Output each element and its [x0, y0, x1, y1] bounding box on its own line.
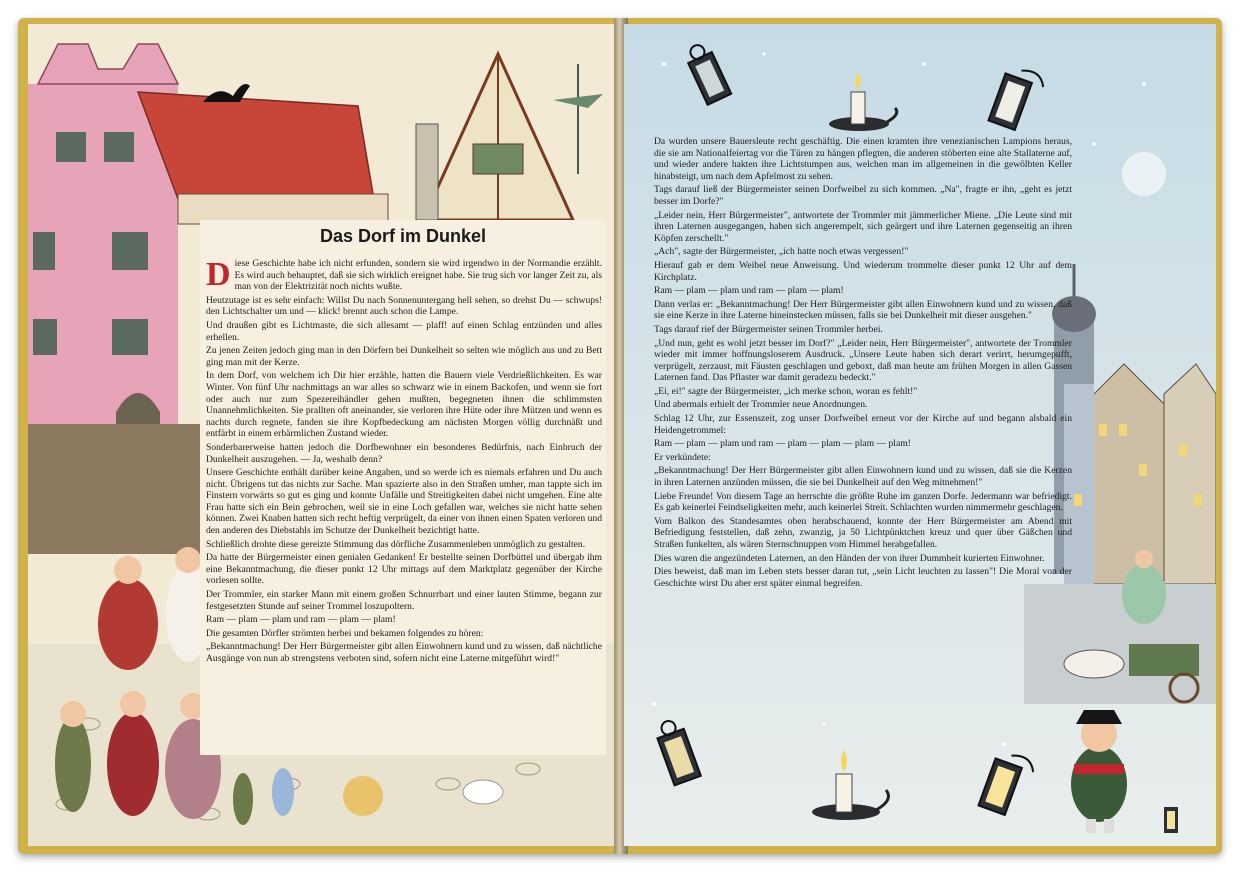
paragraph: Hierauf gab er dem Weibel neue Anweisung. Und wiederum trommelte dieser punkt 12 Uhr auf dem Kirchplatz. — [654, 259, 1072, 283]
paragraph: Ram — plam — plam und ram — plam — plam! — [654, 285, 844, 297]
left-page — [28, 24, 618, 846]
paragraph: Schlag 12 Uhr, zur Essenszeit, zog unser Dorfweibel erneut vor der Kirche auf und begann alsbald ein Heidengetrommel: — [654, 413, 1072, 436]
paragraph: „Bekanntmachung! Der Herr Bürgermeister gibt allen Einwohnern kund und zu wissen, daß nächtliche Ausgänge von nun ab strengstens verboten sind, sofern nicht eine Laterne mitgeführt wird!" — [206, 641, 602, 664]
window — [104, 132, 134, 162]
paragraph: iese Geschichte habe ich nicht erfunden, sondern sie wird irgendwo in der Normandie erzählt. Es wird auch behauptet, daß sie sich wirklich ereignet habe. Sie trug sich vor langer Zeit zu, als man von der Elektrizität noch nichts wußte. — [234, 258, 602, 293]
window — [473, 144, 523, 174]
window — [112, 232, 148, 270]
right-column-text — [654, 136, 1072, 591]
red-tile-roof — [138, 92, 373, 199]
paragraph: Schließlich drohte diese gereizte Stimmung das dörfliche Zusammenleben unmöglich zu gestalten. — [206, 538, 586, 550]
paragraph: Sonderbarerweise hatten jedoch die Dorfbewohner ein besonderes Bedürfnis, nach Einbruch der Dunkelheit auszugehen. — Ja, weshalb denn? — [206, 441, 602, 465]
window — [33, 319, 57, 355]
paragraph: Vom Balkon des Standesamtes oben herabschauend, konnte der Herr Bürgermeister am Abend mit Befriedigung feststellen, daß zehn, zwanzig, ja 50 Lichtpünktchen kreuz und quer über Gäßchen und Straßen funkelten, als wären Sternschnuppen vom Himmel herabgefallen. — [654, 515, 1072, 550]
right-page — [624, 24, 1216, 846]
paragraph: Die gesamten Dörfler strömten herbei und bekamen folgendes zu hören: — [206, 627, 484, 639]
paragraph: Dann verlas er: „Bekanntmachung! Der Herr Bürgermeister gibt allen Einwohnern kund und zu wissen, daß sie eine Kerze in ihre Laterne hineinstecken müssen, falls sie bei Dunkelheit mit dieser ausgehen." — [654, 298, 1072, 322]
open-book — [18, 18, 1222, 854]
paragraph: Zu jenen Zeiten jedoch ging man in den Dörfern bei Dunkelheit so selten wie möglich aus und zu Bett ging man mit der Kerze. — [206, 345, 602, 368]
window — [112, 319, 148, 355]
paragraph: Liebe Freunde! Von diesem Tage an herrschte die größte Ruhe im ganzen Dorfe. Jedermann war befriedigt. Es gab keinerlei Feindseligkeiten mehr, auch keinerlei Streit. Schlachten wurden nimmermehr geschlagen. — [654, 490, 1072, 514]
paragraph: Ram — plam — plam und ram — plam — plam! — [206, 614, 396, 626]
moon — [1122, 152, 1166, 196]
story-text-block — [200, 220, 606, 755]
drop-cap-initial: D — [206, 256, 231, 293]
paragraph: „Leider nein, Herr Bürgermeister", antwortete der Trommler mit jämmerlicher Miene. „Die Leute sind mit ihren Laternen ausgegangen, haben sich angerempelt, sich geärgert und ihre Laternen gegenseitig an ihren Köpfen zerschellt." — [654, 209, 1072, 244]
chimney — [416, 124, 438, 220]
paragraph: Da wurden unsere Bauersleute recht geschäftig. Die einen kramten ihre venezianischen Lampions heraus, die sie am Nationalfeiertag vor die Türen zu hängen pflegten, die anderen stöberten eine alte Stallaterne auf, und wieder andere hakten ihre Lichtstumpen aus, welchen man im allgemeinen in die gewölbten Keller hinabsteigt, um nach dem Apfelmost zu sehen. — [654, 136, 1072, 182]
pink-house-gable — [38, 44, 178, 84]
paragraph: Und abermals erhielt der Trommler neue Anordnungen. — [654, 399, 868, 411]
paragraph: Und draußen gibt es Lichtmaste, die sich allesamt — plaff! auf einen Schlag entzünden und alles erhellen. — [206, 319, 602, 343]
left-column-text — [206, 258, 602, 667]
paragraph: Ram — plam — plam und ram — plam — plam — plam — plam! — [654, 438, 911, 450]
paragraph: Er verkündete: — [654, 451, 711, 463]
paragraph: Da hatte der Bürgermeister einen genialen Gedanken! Er bestellte seinen Dorfbüttel und übergab ihm eine Bekanntmachung, die dieser punkt 12 Uhr mittags auf dem Marktplatz gegenüber der Kirche vorlesen sollte. — [206, 552, 602, 587]
paragraph: „Ei, ei!" sagte der Bürgermeister, „ich merke schon, woran es fehlt!" — [654, 385, 918, 397]
paragraph: Tags darauf rief der Bürgermeister seinen Trommler herbei. — [654, 323, 883, 335]
paragraph: „Bekanntmachung! Der Herr Bürgermeister gibt allen Einwohnern kund und zu wissen, daß sie die Kerzen in ihren Laternen anzünden müssen, die sie bei Dunkelheit auf den Weg mitnehmen!" — [654, 465, 1072, 489]
paragraph: Dies beweist, daß man im Leben stets besser daran tut, „sein Licht leuchten zu lassen"! Die Moral von der Geschichte wirst Du aber erst später einmal begreifen. — [654, 566, 1072, 589]
paragraph: „Und nun, geht es wohl jetzt besser im Dorf?" „Leider nein, Herr Bürgermeister", antwortete der Trommler wieder mit immer hoffnungsloserem Ausdruck. „Unsere Leute haben sich derart verirrt, herumgepufft, verprügelt, zerzaust, mit Fäusten geschlagen und geboxt, daß man heute am frühen Morgen in allen Gassen Laternen fand. Das Pflaster war damit geradezu bedeckt." — [654, 337, 1072, 384]
paragraph: Heutzutage ist es sehr einfach: Willst Du nach Sonnenuntergang hell sehen, so drehst Du — schwups! den Lichtschalter um und — klick! brennt auch schon die Lampe. — [206, 294, 602, 318]
paragraph: In dem Dorf, von welchem ich Dir hier erzähle, hatten die Bauern viele Verdrießlichkeiten. Es war Winter. Von fünf Uhr nachmittags an war alles so schwarz wie in einem Backofen, und wenn sie fort oder auch nur zum Spezereihändler gehen mußten, begegneten ihnen die schlimmsten Unannehmlichkeiten. Sie prallten oft aneinander, sie verloren ihre Hüte oder ihre Mützen und wenn es nachts durch regnete, fanden sie ihre Kopfbedeckung am nächsten Morgen völlig durchnäßt und entfärbt in einem erbärmlichen Zustand wieder. — [206, 370, 602, 440]
paragraph: Unsere Geschichte enthält darüber keine Angaben, und so werde ich es niemals erfahren und Du auch nicht. Übrigens tut das nichts zur Sache. Man spazierte also in den Straßen umher, man tappte sich im Finstern vorwärts so gut es ging und konnte Unfälle und Streitigkeiten dabei nicht umgehen. Eine alte Frau hatte sich ein Bein gebrochen, weil sie in eine Loch gefallen war, welches sie nicht hatte sehen können. Zwei Knaben hatten sich recht heftig verprügelt, da einer von ihnen einen Spaten verloren und den anderen des Diebstahls im Schutze der Dunkelheit bezichtigt hatte. — [206, 467, 602, 537]
paragraph: Tags darauf ließ der Bürgermeister seinen Dorfweibel zu sich kommen. „Na", fragte er ihn, „geht es jetzt besser im Dorfe?" — [654, 184, 1072, 207]
paragraph: Dies waren die angezündeten Laternen, an den Händen der von ihrer Dummheit kurierten Einwohner. — [654, 552, 1045, 564]
lantern-icon — [1164, 807, 1178, 833]
window — [56, 132, 86, 162]
story-title: Das Dorf im Dunkel — [319, 226, 487, 246]
paragraph: Der Trommler, ein starker Mann mit einem großen Schnurrbart und einer lauten Stimme, begann zur festgesetzten Stunde auf seiner Trommel loszupoltern. — [206, 589, 602, 612]
stone-wall — [28, 424, 200, 554]
paragraph: „Ach", sagte der Bürgermeister, „ich hatte noch etwas vergessen!" — [654, 246, 909, 258]
window — [33, 232, 55, 270]
